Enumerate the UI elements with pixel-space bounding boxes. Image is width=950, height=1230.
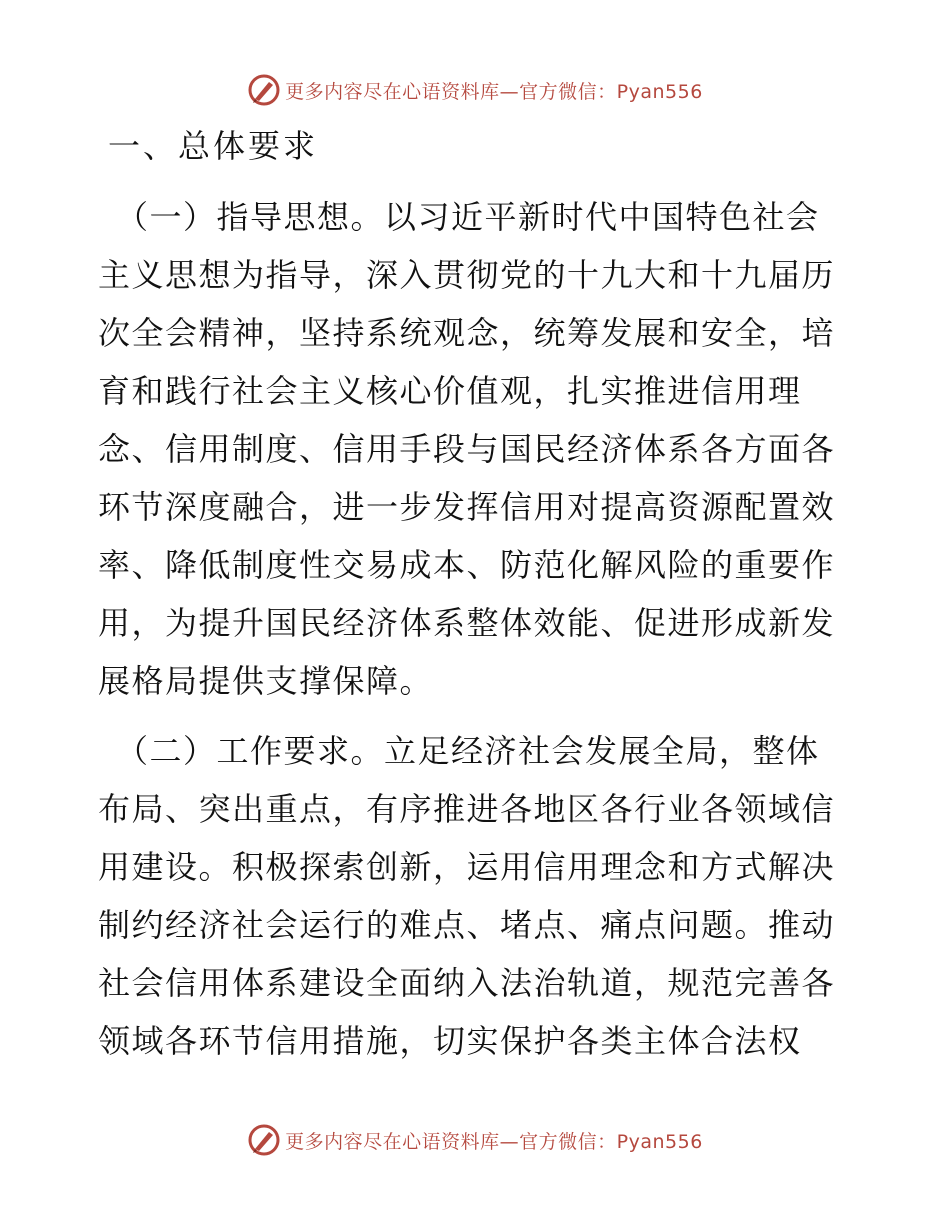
text-line: 率、降低制度性交易成本、防范化解风险的重要作: [98, 546, 836, 584]
paragraph-work-requirements: [98, 722, 858, 1070]
text-line: 念、信用制度、信用手段与国民经济体系各方面各: [98, 430, 836, 468]
pen-logo-icon: [247, 1123, 281, 1157]
watermark-text: 更多内容尽在心语资料库—官方微信：Pyan556: [285, 80, 703, 103]
watermark-header: [0, 70, 950, 110]
watermark-footer: [0, 1120, 950, 1160]
paragraph-guiding-thought: [98, 188, 858, 710]
text-line: 展格局提供支撑保障。: [98, 662, 434, 700]
text-line: 环节深度融合，进一步发挥信用对提高资源配置效: [98, 488, 836, 526]
text-line: 用，为提升国民经济体系整体效能、促进形成新发: [98, 604, 836, 642]
text-line: 次全会精神，坚持系统观念，统筹发展和安全，培: [98, 314, 836, 352]
text-line: 领域各环节信用措施，切实保护各类主体合法权: [98, 1022, 802, 1060]
text-line: 制约经济社会运行的难点、堵点、痛点问题。推动: [98, 906, 836, 944]
text-line: （二）工作要求。立足经济社会发展全局，整体: [116, 732, 820, 770]
text-line: 布局、突出重点，有序推进各地区各行业各领域信: [98, 790, 836, 828]
watermark-text: 更多内容尽在心语资料库—官方微信：Pyan556: [285, 1130, 703, 1153]
text-line: 主义思想为指导，深入贯彻党的十九大和十九届历: [98, 256, 836, 294]
pen-logo-icon: [247, 73, 281, 107]
section-heading: 一、总体要求: [108, 127, 319, 165]
text-line: 育和践行社会主义核心价值观，扎实推进信用理: [98, 372, 802, 410]
text-line: 社会信用体系建设全面纳入法治轨道，规范完善各: [98, 964, 836, 1002]
text-line: 用建设。积极探索创新，运用信用理念和方式解决: [98, 848, 836, 886]
text-line: （一）指导思想。以习近平新时代中国特色社会: [116, 198, 820, 236]
document-body: [98, 120, 858, 1070]
